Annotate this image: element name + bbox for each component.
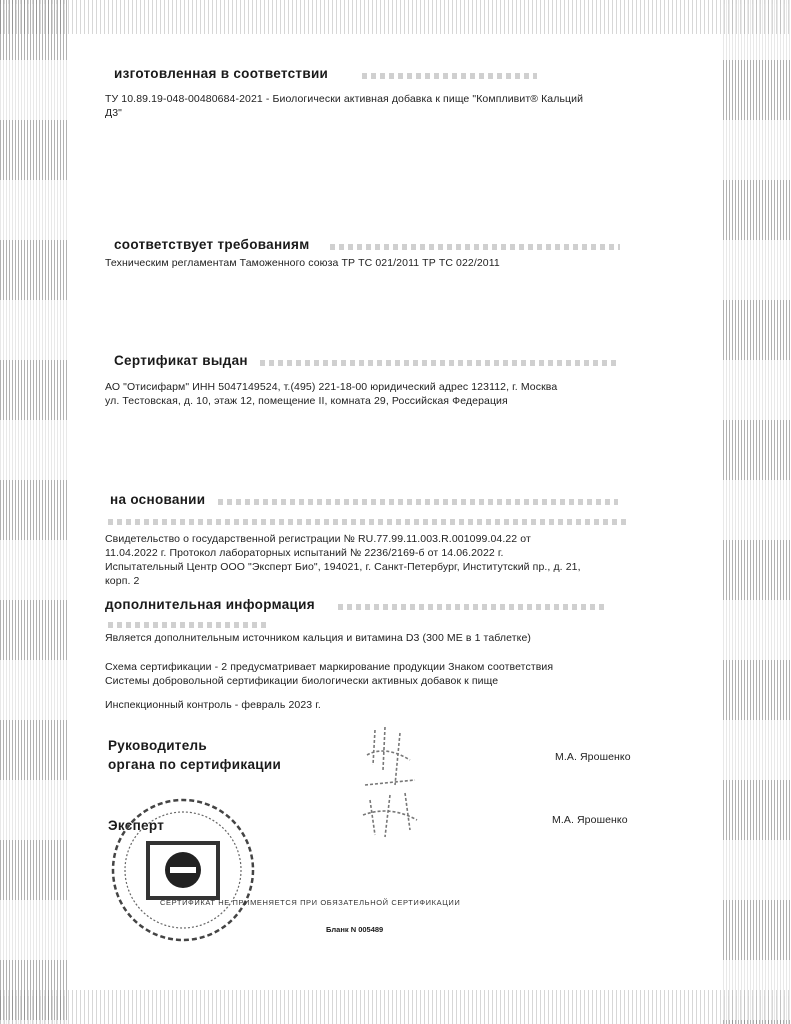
- faint-print-line: [218, 499, 618, 505]
- faint-print-line: [108, 519, 628, 525]
- faint-print-line: [338, 604, 608, 610]
- basis-heading: на основании: [110, 492, 206, 507]
- head-name: М.А. Ярошенко: [555, 751, 631, 763]
- footer-note: СЕРТИФИКАТ НЕ ПРИМЕНЯЕТСЯ ПРИ ОБЯЗАТЕЛЬНОЙ СЕРТИФИКАЦИИ: [160, 898, 461, 907]
- head-label-line-2: органа по сертификации: [108, 757, 282, 772]
- blank-number: Бланк N 005489: [326, 925, 384, 934]
- expert-label: Эксперт: [108, 818, 165, 833]
- manufactured-heading: изготовленная в соответствии: [114, 66, 329, 81]
- issued-text: АО "Отисифарм" ИНН 5047149524, т.(495) 221-18-00 юридический адрес 123112, г. Москва ул. Тестовская, д. 10, этаж 12, помещение II, комната 29, Российская Федерация: [105, 381, 558, 407]
- certification-seal-stamp: [108, 795, 258, 945]
- decorative-border-left: [0, 0, 68, 1024]
- expert-name: М.А. Ярошенко: [552, 814, 628, 826]
- head-label-line-1: Руководитель: [108, 738, 207, 753]
- additional-text-3: Инспекционный контроль - февраль 2023 г.: [105, 699, 321, 711]
- manufactured-text: ТУ 10.89.19-048-00480684-2021 - Биологически активная добавка к пище "Компливит® Кальций Д3": [105, 93, 584, 119]
- basis-text: Свидетельство о государственной регистрации № RU.77.99.11.003.R.001099.04.22 от 11.04.2022 г. Протокол лабораторных испытаний № 2236/2169-б от 14.06.2022 г. Испытательный Центр ООО "Эксперт Био", 194021, г. Санкт-Петербург, Институтский пр., д. 21, корп. 2: [105, 533, 581, 587]
- decorative-border-right: [723, 0, 791, 1024]
- additional-text-1: Является дополнительным источником кальция и витамина D3 (300 МЕ в 1 таблетке): [105, 632, 531, 644]
- additional-heading: дополнительная информация: [105, 597, 315, 612]
- faint-print-line: [330, 244, 620, 250]
- issued-heading: Сертификат выдан: [114, 353, 248, 368]
- additional-text-2: Схема сертификации - 2 предусматривает маркирование продукции Знаком соответствия Системы добровольной сертификации биологически активных добавок к пище: [105, 661, 554, 687]
- signature-scribble: [355, 725, 425, 840]
- complies-text: Техническим регламентам Таможенного союза ТР ТС 021/2011 ТР ТС 022/2011: [105, 257, 500, 269]
- faint-print-line: [362, 73, 537, 79]
- faint-print-line: [260, 360, 620, 366]
- complies-heading: соответствует требованиям: [114, 237, 310, 252]
- faint-print-line: [108, 622, 268, 628]
